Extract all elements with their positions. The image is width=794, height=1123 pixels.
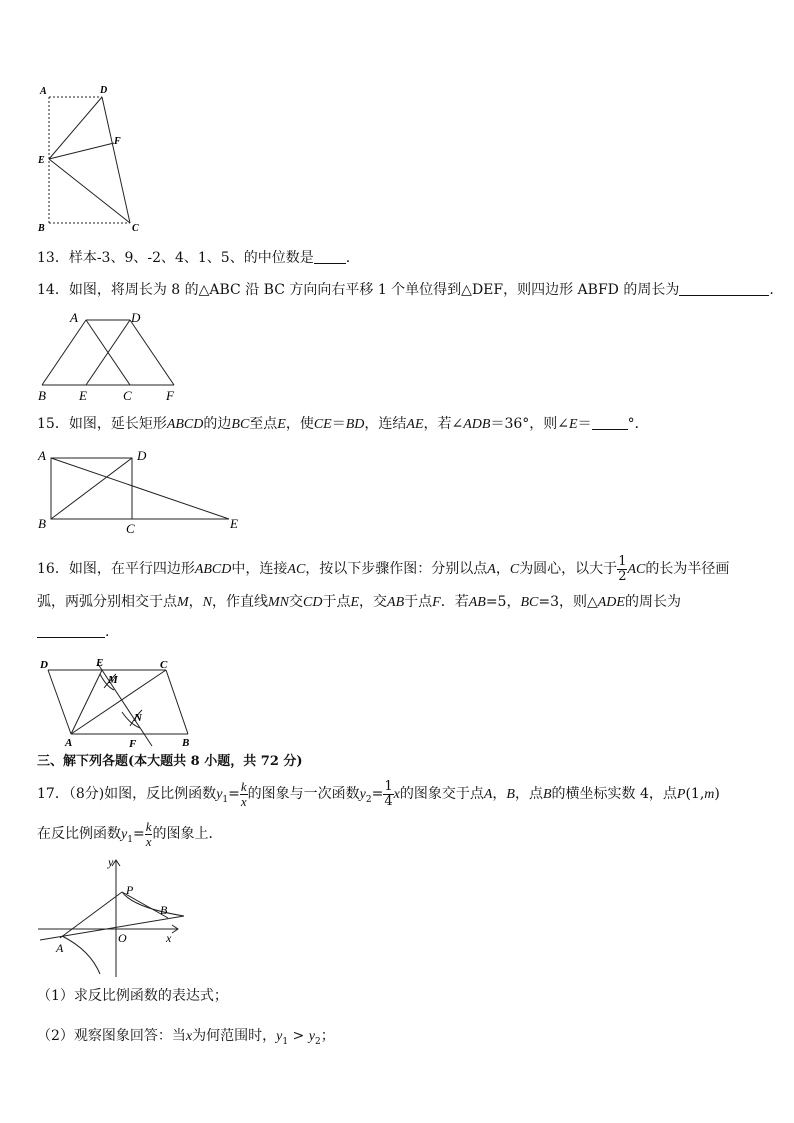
fig14-edge-DF [130,320,174,385]
question-16-line1: 16．如图，在平行四边形ABCD中，连接AC，按以下步骤作图：分别以点A，C为圆心，以大于 $\frac{1}{2}$ AC的长为半径画 [37,553,730,584]
fig16-edge-CB [166,670,188,734]
fig17-label-x: x [166,931,172,945]
fig12-edge-ED [49,97,102,159]
question-17-line1: 17．（8分)如图，反比例函数$y_1=$ $\frac{k}{x}$ 的图象与一次函数$y_2=$ $\frac{1}{4}$ x的图象交于点A，B，点B的横坐标实数 4，点P(1,m) [37,778,720,809]
fig12-label-F: F [114,136,121,147]
fig16-label-N: N [134,712,142,724]
fig14-label-E: E [79,388,87,403]
fig16-label-F: F [129,738,137,750]
fig15-label-A: A [38,448,46,463]
question-16-line2: 弧，两弧分别相交于点M，N，作直线MN交CD于点E，交AB于点F．若AB=5，BC=3，则△ADE的周长为 [37,594,681,610]
fig17-label-y: y [108,855,114,869]
fig14-label-D: D [131,310,141,325]
fig15-label-E: E [230,516,238,531]
fig12-label-D: D [100,85,108,96]
fig16-label-C: C [160,659,168,671]
question-17-part2: （2）观察图象回答：当x为何范围时，$y_1 > y_2$； [37,1028,335,1047]
figure-q17 [34,852,194,982]
fig17-label-B: B [160,903,168,917]
fig14-label-B: B [38,388,46,403]
fig16-edge-AE [71,670,102,734]
q13-tail: . [345,250,351,266]
question-17-line2: 在反比例函数$y_1=$ $\frac{k}{x}$ 的图象上． [37,818,223,849]
fig17-hyperbola-branch2 [62,936,100,974]
answer-blank [679,281,769,296]
question-14 [37,280,774,300]
fig15-edge-AE [51,458,229,519]
q14-text: 14．如图，将周长为 8 的△ABC 沿 BC 方向向右平移 1 个单位得到△DEF，则四边形 ABFD 的周长为 [37,282,680,298]
fig14-edge-AB [42,320,86,385]
fig15-label-D: D [137,448,147,463]
answer-blank [592,415,628,430]
section-3-header: 三、解下列各题(本大题共 8 小题，共 72 分) [37,754,303,769]
fig16-edge-DA [48,670,71,734]
fig17-label-A: A [56,941,64,955]
fraction-one-half: $\frac{1}{2}$ [618,553,627,584]
fig14-label-C: C [123,388,132,403]
fig15-diagonal-BD [51,458,132,519]
question-15: 15．如图，延长矩形ABCD的边BC至点E，使CE＝BD，连结AE，若∠ADB＝36°，则∠E＝ °． [37,416,649,432]
fig16-label-A: A [65,737,73,749]
fig12-label-B: B [38,223,45,232]
fig14-label-A: A [70,310,78,325]
q13-text: 13．样本-3、9、-2、4、1、5、的中位数是 [37,250,314,266]
fig16-diagonal-AC [71,670,166,734]
figure-q15 [34,446,249,536]
fig16-label-M: M [108,674,118,686]
fig16-label-D: D [40,659,48,671]
fig16-label-E: E [96,657,104,669]
fig12-label-E: E [38,155,45,166]
answer-blank [37,623,105,638]
fig17-label-P: P [126,883,134,897]
fig15-label-C: C [126,521,135,536]
question-13 [37,248,350,268]
fig15-label-B: B [38,516,46,531]
fig12-label-C: C [132,223,139,232]
fig14-label-F: F [166,388,174,403]
question-17-part1: （1）求反比例函数的表达式； [37,988,228,1004]
fig12-label-A: A [40,86,47,97]
fig16-label-B: B [182,737,190,749]
figure-q16 [34,650,204,752]
fig12-edge-EF [49,143,114,159]
figure-q12 [34,82,144,232]
question-16-line3: . [37,622,109,642]
figure-q14 [34,308,184,403]
answer-blank [314,249,346,264]
fig17-label-O: O [118,931,127,945]
q14-tail: . [769,282,774,298]
